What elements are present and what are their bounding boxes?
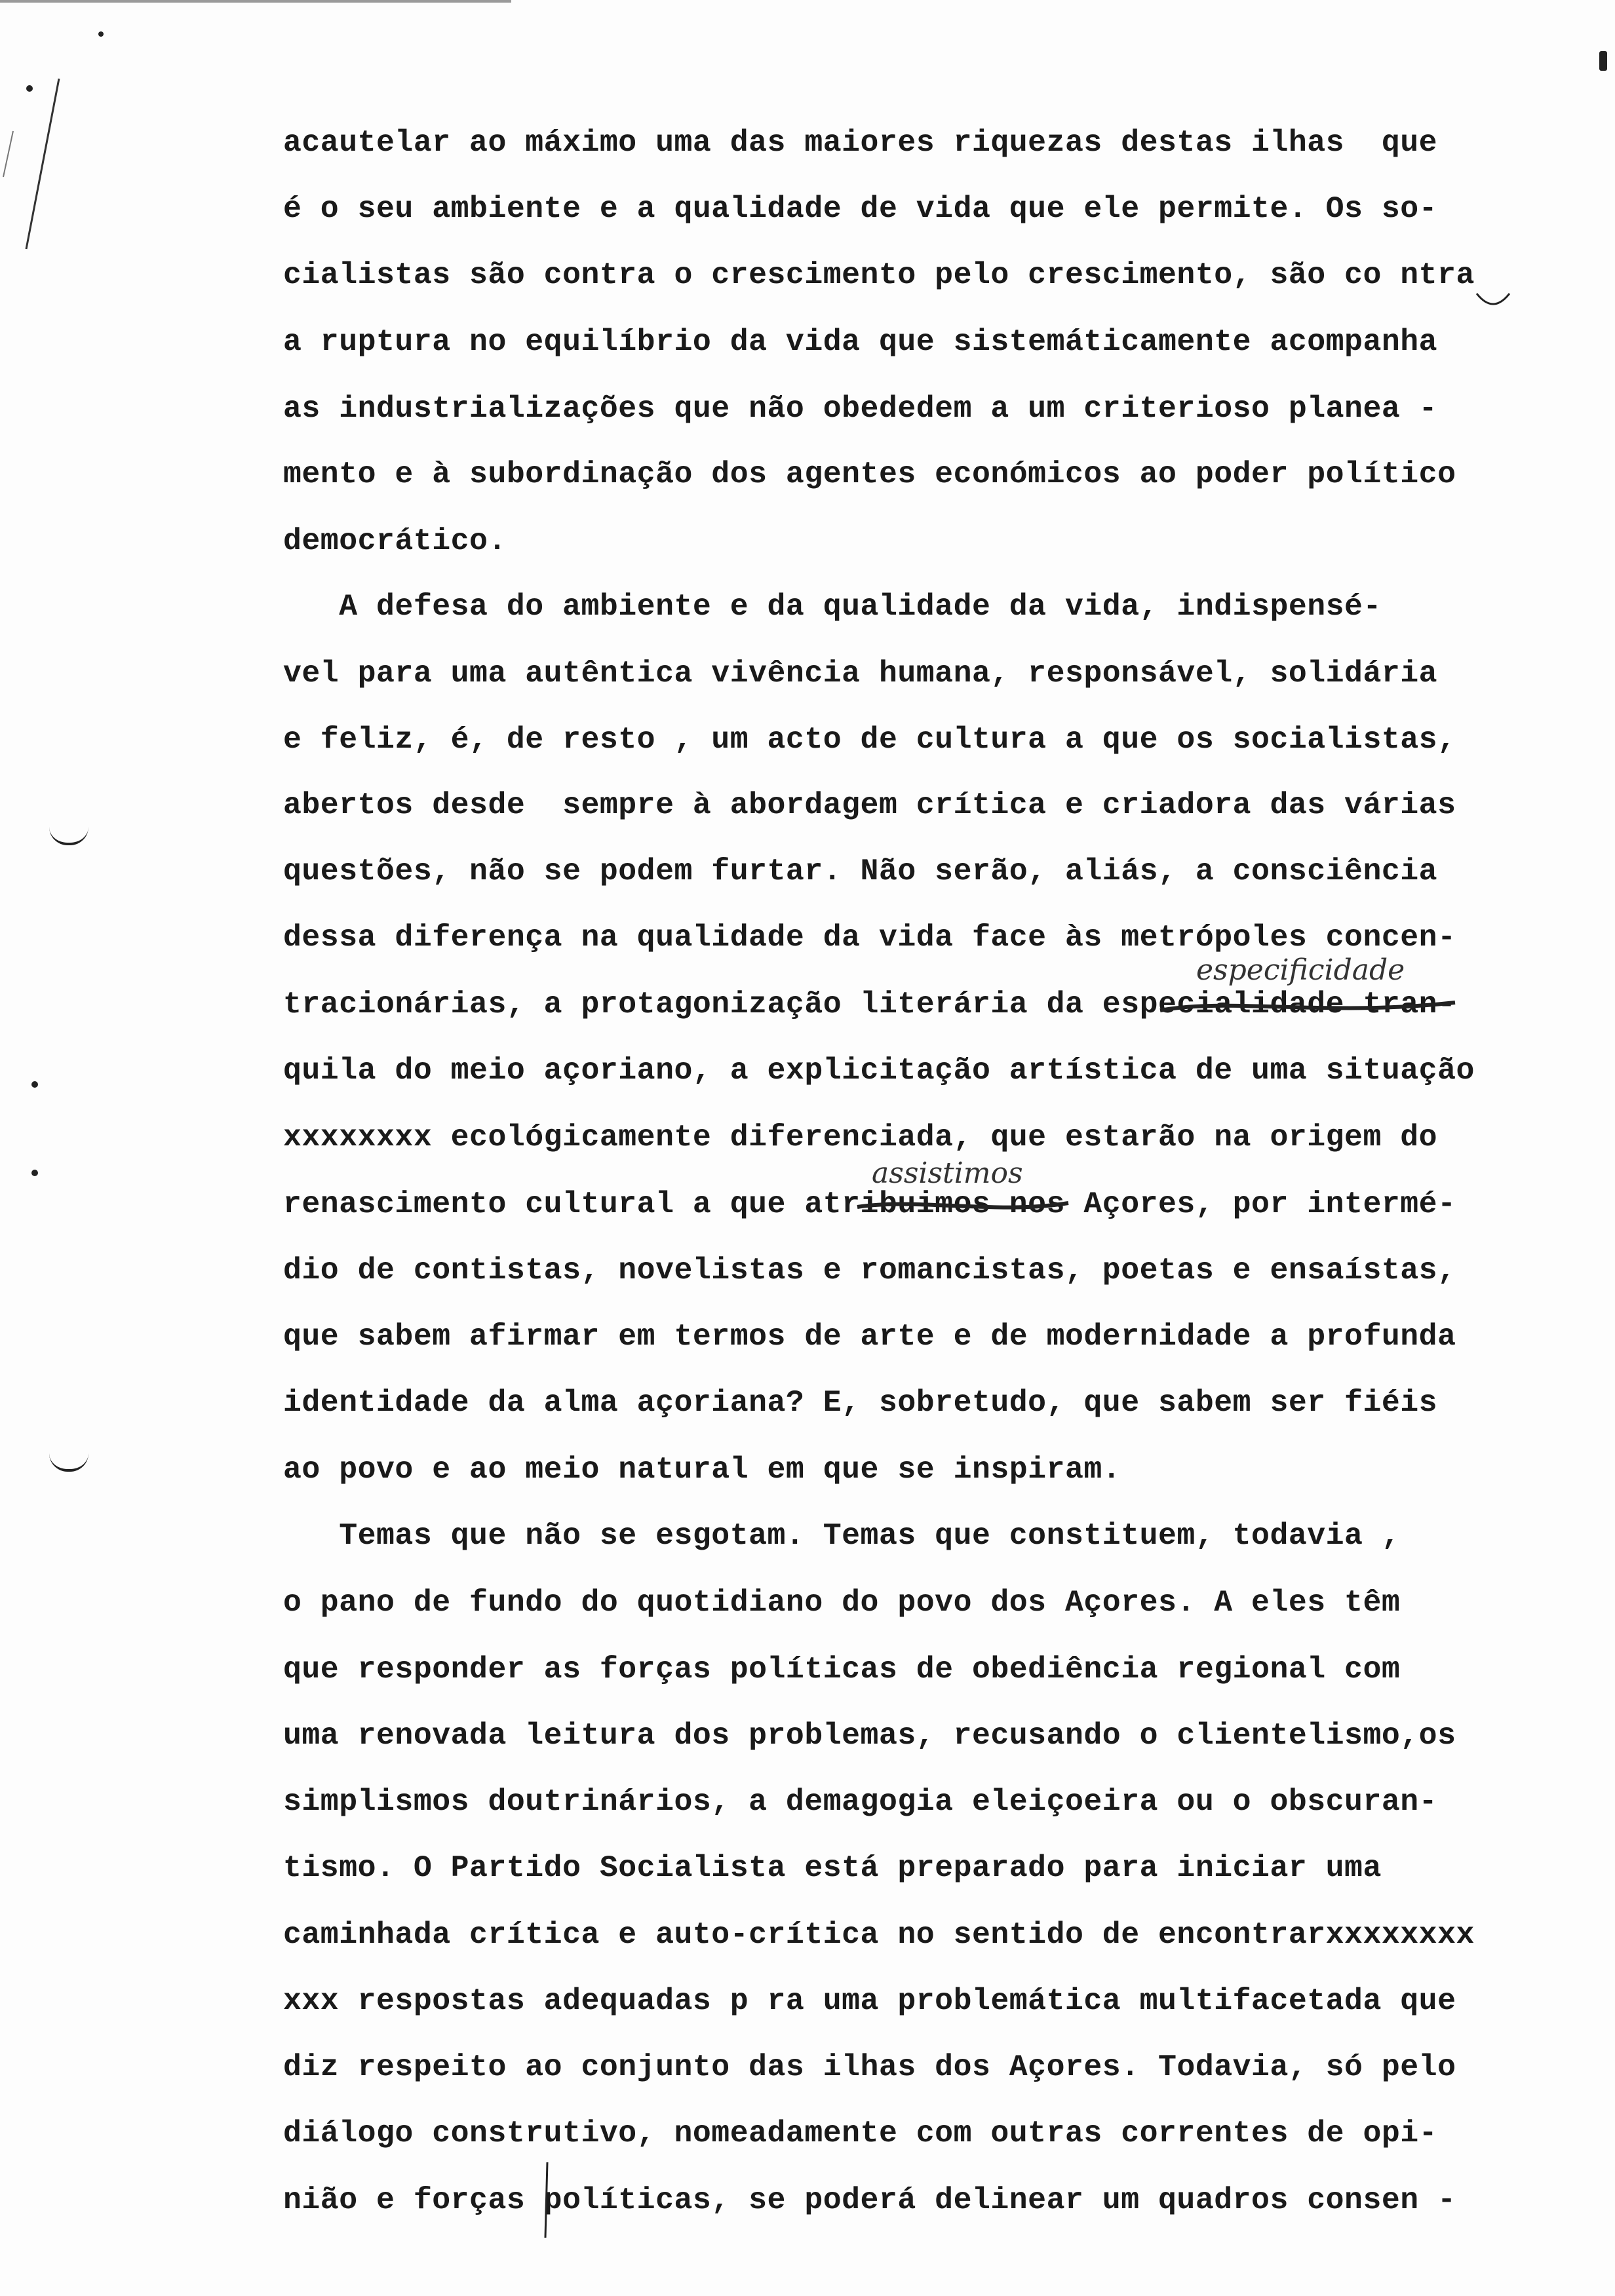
text-line: e feliz, é, de resto , um acto de cultura a que os socialistas, [283,722,1456,757]
margin-dot [26,85,33,92]
text-line: que sabem afirmar em termos de arte e de modernidade a profunda [283,1319,1456,1354]
corner-mark [1599,51,1607,71]
binder-hole-mark [49,827,88,845]
text-line: cialistas são contra o crescimento pelo crescimento, são co ntra [283,258,1475,292]
margin-stroke-mark [0,52,79,275]
text-line: xxx respostas adequadas p ra uma problemática multifacetada que [283,1983,1456,2018]
text-line: a ruptura no equilíbrio da vida que sistemáticamente acompanha [283,324,1438,359]
text-line: vel para uma autêntica vivência humana, responsável, solidária [283,656,1438,691]
text-line: dio de contistas, novelistas e romancistas, poetas e ensaístas, [283,1253,1456,1288]
binder-hole-mark [49,1453,88,1472]
text-line: simplismos doutrinários, a demagogia eleiçoeira ou o obscuran- [283,1784,1438,1819]
text-line: nião e forças políticas, se poderá delinear um quadros consen - [283,2183,1456,2217]
text-line: xxxxxxxx ecológicamente diferenciada, que estarão na origem do [283,1120,1438,1155]
handwritten-annotation: assistimos [872,1157,1023,1190]
text-line: que responder as forças políticas de obediência regional com [283,1652,1401,1687]
strikeout-mark [852,1193,1075,1219]
handwritten-annotation: especificidade [1196,953,1405,987]
page-edge-line [0,0,511,3]
text-line: quila do meio açoriano, a explicitação artística de uma situação [283,1053,1475,1088]
text-line: ao povo e ao meio natural em que se inspiram. [283,1452,1121,1487]
text-line: dessa diferença na qualidade da vida face às metrópoles concen- [283,920,1456,955]
text-line: acautelar ao máximo uma das maiores riquezas destas ilhas que [283,125,1438,160]
margin-dot [31,1170,38,1176]
margin-dot [31,1081,38,1088]
text-line: o pano de fundo do quotidiano do povo dos Açores. A eles têm [283,1585,1401,1620]
strikeout-mark [1154,991,1462,1024]
text-line: mento e à subordinação dos agentes económicos ao poder político [283,457,1456,491]
text-line: democrático. [283,524,507,558]
text-line: A defesa do ambiente e da qualidade da vida, indispensé- [283,589,1382,624]
insertion-mark [537,2162,557,2241]
text-line: é o seu ambiente e a qualidade de vida que ele permite. Os so- [283,191,1438,226]
text-line: uma renovada leitura dos problemas, recusando o clientelismo,os [283,1718,1456,1753]
text-line: diálogo construtivo, nomeadamente com outras correntes de opi- [283,2116,1438,2151]
text-line: tismo. O Partido Socialista está preparado para iniciar uma [283,1850,1382,1885]
margin-dot [98,31,104,37]
text-line: diz respeito ao conjunto das ilhas dos Açores. Todavia, só pelo [283,2050,1456,2084]
text-line: renascimento cultural a que atribuimos nos Açores, por intermé- [283,1187,1456,1221]
text-line: questões, não se podem furtar. Não serão, aliás, a consciência [283,854,1438,889]
text-line: caminhada crítica e auto-crítica no sentido de encontrarxxxxxxxx [283,1917,1475,1952]
text-line: Temas que não se esgotam. Temas que constituem, todavia , [283,1518,1401,1553]
text-line: abertos desde sempre à abordagem crítica e criadora das várias [283,788,1456,822]
text-line: tracionárias, a protagonização literária da especialidade tran- [283,987,1456,1022]
text-line: as industrializações que não obededem a um criterioso planea - [283,391,1438,426]
correction-hook [1473,288,1513,315]
text-line: identidade da alma açoriana? E, sobretudo, que sabem ser fiéis [283,1385,1438,1420]
